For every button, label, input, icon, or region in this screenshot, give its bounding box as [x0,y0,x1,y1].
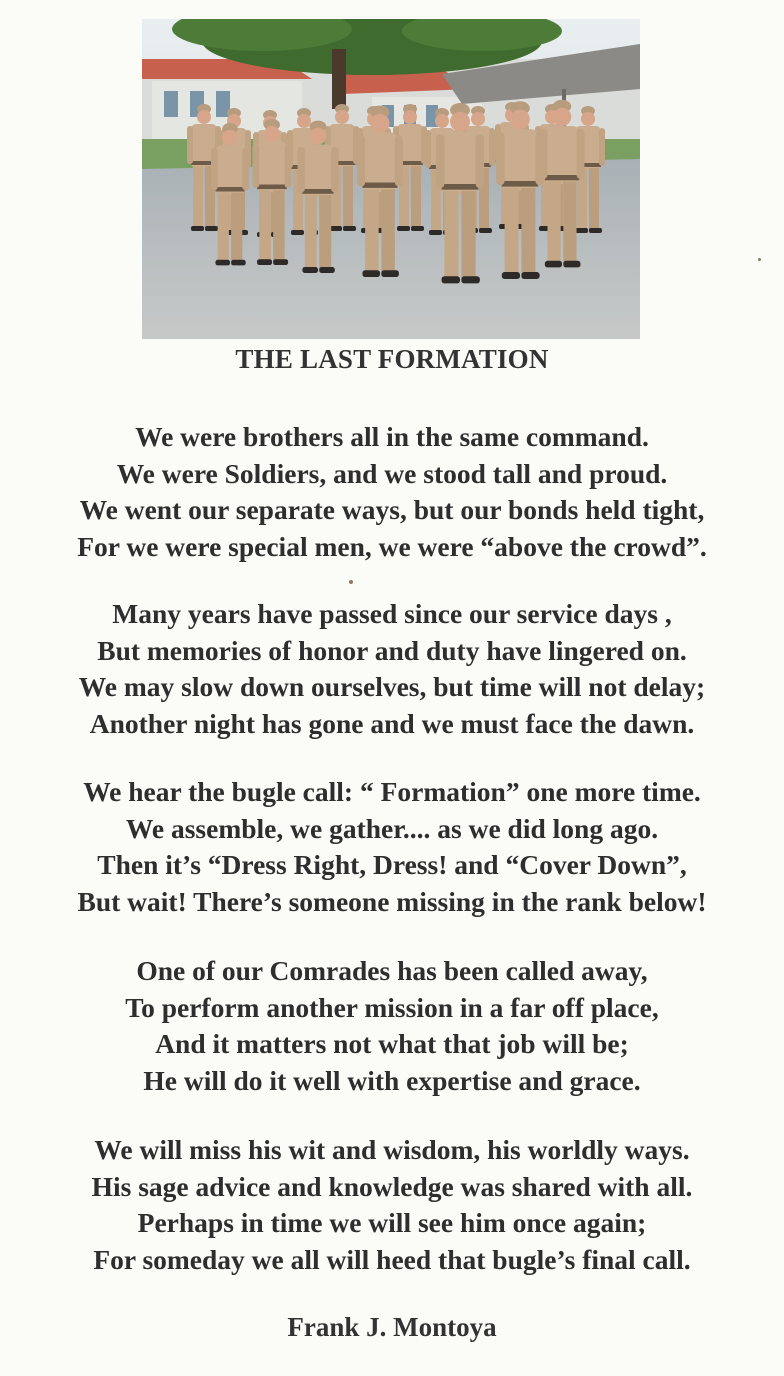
poem-line: We hear the bugle call: “ Formation” one more time. [83,776,701,807]
poem-line: But memories of honor and duty have lingered on. [97,634,687,666]
stanza-2 [0,596,784,742]
poem-line: And it matters not what that job will be; [155,1028,629,1059]
poem-line: To perform another mission in a far off place, [125,991,659,1023]
photo-illustration [142,19,640,339]
poem-line: We may slow down ourselves, but time will not delay; [78,671,706,702]
marching-soldiers-photo [142,19,640,339]
poem-title: THE LAST FORMATION [235,344,549,374]
paper-speck [349,580,353,584]
poem-line: Then it’s “Dress Right, Dress! and “Cover Down”, [97,849,687,880]
poem-line: We went our separate ways, but our bonds held tight, [79,494,705,525]
poem-line: For someday we all will heed that bugle’s final call. [93,1243,691,1275]
poem-line: We will miss his wit and wisdom, his worldly ways. [94,1134,690,1165]
poem-line: He will do it well with expertise and grace. [143,1064,641,1096]
poem-line: His sage advice and knowledge was shared with all. [91,1170,693,1202]
poem-line: We assemble, we gather.... as we did long ago. [125,812,659,844]
stanza-4 [0,953,784,1099]
poem-line: For we were special men, we were “above the crowd”. [77,530,707,562]
paper-speck [758,258,761,261]
poem-line: Perhaps in time we will see him once again; [137,1207,647,1238]
stanza-1 [0,419,784,565]
poem-line: Many years have passed since our service days , [112,598,672,629]
poem-line: We were brothers all in the same command. [135,421,649,452]
poem-line: One of our Comrades has been called away, [136,955,648,986]
poem-line: But wait! There’s someone missing in the rank below! [77,885,707,917]
stanza-5 [0,1132,784,1278]
stanza-3 [0,774,784,920]
poem-line: We were Soldiers, and we stood tall and proud. [116,457,668,489]
poem-author: Frank J. Montoya [287,1312,497,1342]
poem-line: Another night has gone and we must face the dawn. [89,707,695,739]
